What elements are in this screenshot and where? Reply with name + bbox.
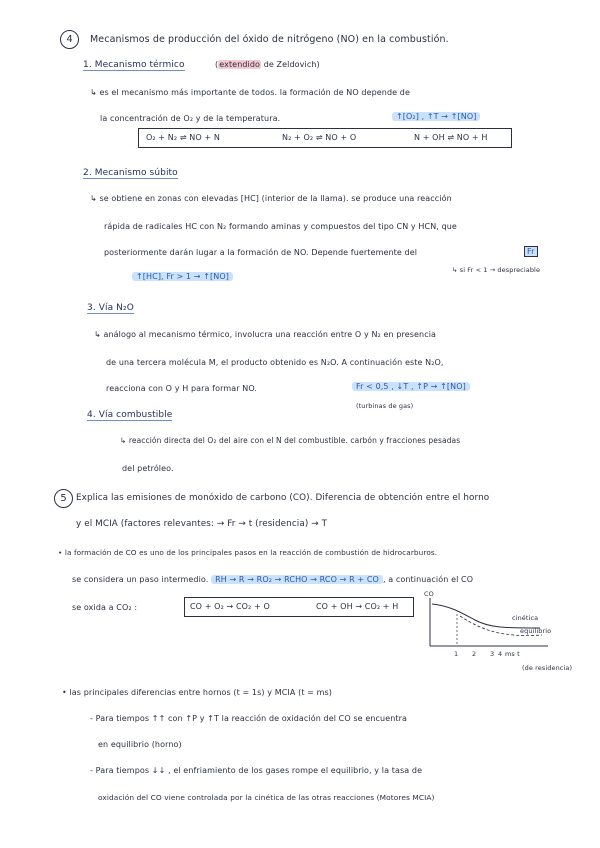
sub1-trend: ↑[O₂] , ↑T → ↑[NO] [392,112,480,121]
sub4-heading [87,410,172,420]
graph-axis-note: (de residencia) [522,664,573,672]
sub1-reaction-2: N₂ + O₂ ⇌ NO + O [282,133,357,142]
sub3-line2: de una tercera molécula M, el producto obtenido es N₂O. A continuación este N₂O, [106,358,444,367]
graph-tick-2: 2 [472,650,477,658]
sub2-heading-text: 2. Mecanismo súbito [83,168,178,178]
sub3-trend-note: (turbinas de gas) [356,402,414,410]
sub1-line1: ↳ es el mecanismo más importante de todos. la formación de NO depende de [90,88,411,97]
bullet1-line2 [72,575,473,584]
sub3-heading-text: 3. Vía N₂O [87,303,134,313]
sub1-note-rest: de Zeldovich) [263,60,320,69]
graph-tick-3: 3 [490,650,495,658]
sub1-note [215,60,320,69]
sub1-line2: la concentración de O₂ y de la temperatura. [100,114,281,123]
sub3-heading [87,303,134,313]
bullet1-line2-pre: se considera un paso intermedio. [72,575,209,584]
graph-tick-1: 1 [454,650,459,658]
sub2-fr-boxed: Fr [524,246,538,257]
dash1-line1: - Para tiempos ↑↑ con ↑P y ↑T la reacción de oxidación del CO se encuentra [90,714,408,723]
sub2-line2: rápida de radicales HC con N₂ formando aminas y compuestos del tipo CN y HCN, que [104,222,457,231]
sub2-line3: posteriormente darán lugar a la formación de NO. Depende fuertemente del [104,248,418,257]
graph-tick-4: 4 [498,650,503,658]
section-5-title-line2: y el MCIA (factores relevantes: → Fr → t (residencia) → T [76,519,328,529]
sub2-line1: ↳ se obtiene en zonas con elevadas [HC] (interior de la llama). se produce una reacción [90,194,452,203]
section-4-number: 4 [60,30,79,49]
sub4-line2: del petróleo. [122,464,174,473]
sub1-reaction-3: N + OH ⇌ NO + H [414,133,488,142]
sub1-note-open: ( [215,60,219,69]
graph-label-equilibrium: equilibrio [520,627,552,635]
bullet1-line2-post: , a continuación el CO [382,575,474,584]
sub4-heading-text: 4. Vía combustible [87,410,173,420]
co-reaction-1: CO + O₂ → CO₂ + O [190,602,270,611]
graph-y-label: CO [424,590,434,598]
sub2-trend: ↑[HC], Fr > 1 → ↑[NO] [132,272,233,281]
sub2-heading [83,168,178,178]
bullet1-line1: • la formación de CO es uno de los principales pasos en la reacción de combustión de hidrocarburos. [58,548,438,557]
dash1-line2: en equilibrio (horno) [98,740,182,749]
sub2-side-note: ↳ si Fr < 1 → despreciable [452,266,541,274]
sub4-line1: ↳ reacción directa del O₂ del aire con el N del combustible. carbón y fracciones pesadas [120,436,461,445]
co-reaction-2: CO + OH → CO₂ + H [316,602,399,611]
sub1-reaction-1: O₂ + N₂ ⇌ NO + N [146,133,220,142]
section-4-title: Mecanismos de producción del óxido de nitrógeno (NO) en la combustión. [90,34,449,45]
bullet1-chain: RH → R → RO₂ → RCHO → RCO → R + CO [211,575,383,584]
graph-x-label: ms t [505,650,520,658]
bullet1-line3: se oxida a CO₂ : [72,603,138,612]
sub1-heading [83,60,185,70]
sub3-line3: reacciona con O y H para formar NO. [106,384,258,393]
dash2-line1: - Para tiempos ↓↓ , el enfriamiento de los gases rompe el equilibrio, y la tasa de [90,766,423,775]
section-5-title-line1: Explica las emisiones de monóxido de carbono (CO). Diferencia de obtención entre el horno [76,493,490,503]
sub1-note-highlight: extendido [219,60,261,69]
sub1-heading-text: 1. Mecanismo térmico [83,60,185,70]
graph-label-kinetic: cinética [512,614,539,622]
dash2-line2: oxidación del CO viene controlada por la cinética de las otras reacciones (Motores MCIA) [98,793,435,802]
sub3-trend: Fr < 0,5 , ↓T , ↑P → ↑[NO] [352,382,470,391]
section-5-number: 5 [54,489,73,508]
bullet2: • las principales diferencias entre hornos (t = 1s) y MCIA (t = ms) [62,688,333,697]
sub3-line1: ↳ análogo al mecanismo térmico, involucra una reacción entre O y N₂ en presencia [94,330,437,339]
